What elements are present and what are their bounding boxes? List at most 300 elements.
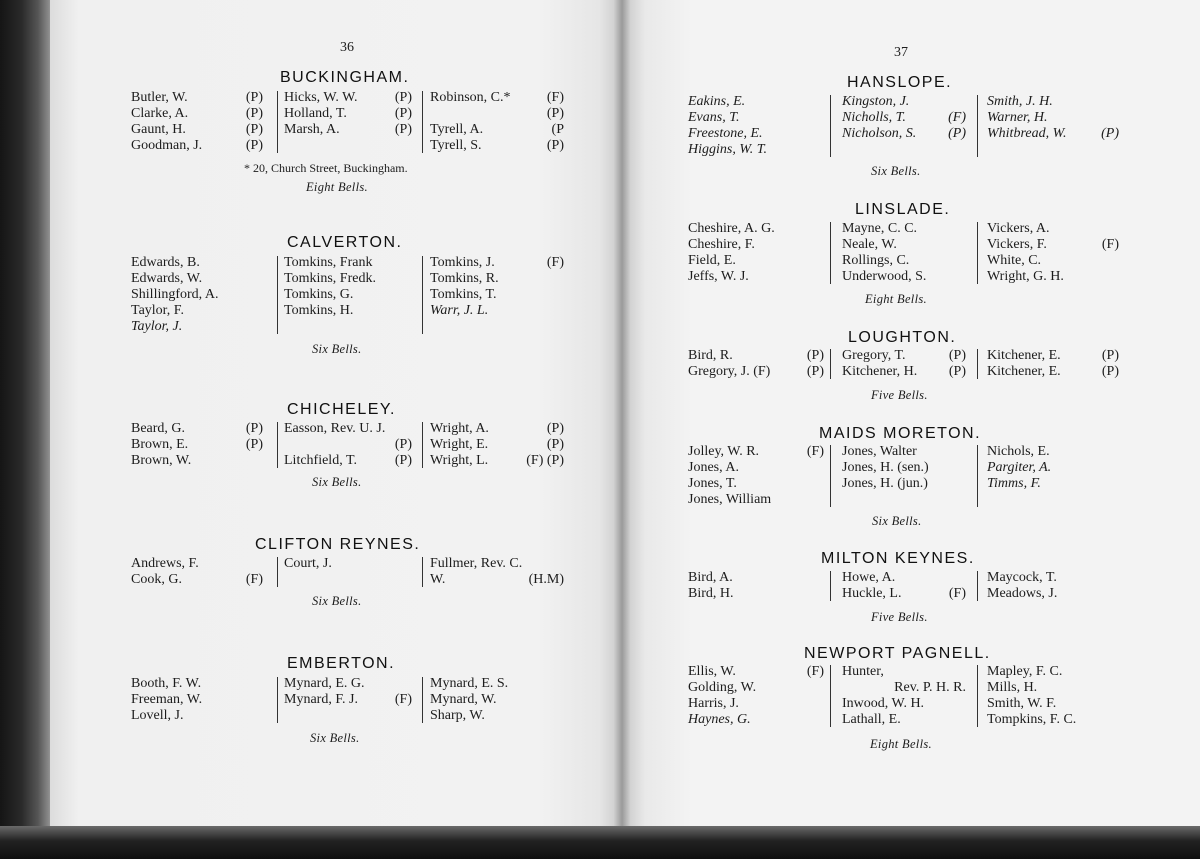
ringer-entry <box>987 476 1119 492</box>
ringer-entry <box>430 90 564 106</box>
ringer-entry <box>430 255 564 271</box>
name-column <box>688 570 824 602</box>
name-column <box>131 255 263 335</box>
ringer-entry <box>131 271 263 287</box>
ringer-entry <box>430 106 564 122</box>
footnote: * 20, Church Street, Buckingham. <box>244 161 408 175</box>
name-column <box>842 444 966 492</box>
column-divider <box>977 571 978 601</box>
bells-count: Six Bells. <box>312 342 362 356</box>
ringer-mark: (P) <box>394 106 412 121</box>
ringer-name: Jones, A. <box>688 460 739 475</box>
ringer-entry <box>131 255 263 271</box>
ringer-mark: (F) <box>1101 237 1119 252</box>
ringer-mark: (P) <box>546 421 564 436</box>
ringer-entry <box>131 676 263 692</box>
ringer-entry <box>688 237 824 253</box>
name-column <box>987 444 1119 492</box>
page-number-left: 36 <box>340 40 354 55</box>
ringer-name: Tomkins, Frank <box>284 255 373 270</box>
ringer-name: Smith, W. F. <box>987 696 1057 711</box>
book-gutter <box>614 0 630 830</box>
name-column <box>284 556 412 572</box>
ringer-mark: (F) <box>806 664 824 679</box>
ringer-name: Tomkins, R. <box>430 271 499 286</box>
ringer-entry <box>430 676 564 692</box>
ringer-name: Sharp, W. <box>430 708 485 723</box>
ringer-name: Bird, R. <box>688 348 733 363</box>
ringer-mark: (P) <box>948 364 966 379</box>
ringer-name: Marsh, A. <box>284 122 340 137</box>
ringer-entry <box>284 453 412 469</box>
ringer-name: Shillingford, A. <box>131 287 219 302</box>
ringer-entry <box>987 126 1119 142</box>
column-divider <box>977 665 978 727</box>
ringer-mark: (P) <box>1101 364 1119 379</box>
ringer-mark: (F) <box>394 692 412 707</box>
bells-count: Eight Bells. <box>870 737 932 751</box>
name-column <box>430 255 564 319</box>
ringer-entry <box>131 122 263 138</box>
ringer-name: Underwood, S. <box>842 269 927 284</box>
ringer-name: Golding, W. <box>688 680 757 695</box>
ringer-entry <box>688 492 824 508</box>
column-divider <box>422 91 423 153</box>
ringer-name: Gregory, T. <box>842 348 906 363</box>
ringer-entry <box>284 138 412 154</box>
ringer-entry <box>842 126 966 142</box>
ringer-entry <box>688 680 824 696</box>
ringer-entry <box>987 680 1119 696</box>
ringer-mark: (P) <box>245 90 263 105</box>
ringer-mark: (P) <box>546 106 564 121</box>
ringer-entry <box>987 712 1119 728</box>
ringer-name: Gregory, J. (F) <box>688 364 771 379</box>
column-divider <box>977 222 978 284</box>
ringer-name: Tomkins, G. <box>284 287 354 302</box>
ringer-mark: (F) <box>948 110 966 125</box>
ringer-entry <box>842 94 966 110</box>
column-divider <box>277 422 278 468</box>
ringer-mark: (P) <box>245 138 263 153</box>
bells-count: Six Bells. <box>872 514 922 528</box>
ringer-entry <box>842 586 966 602</box>
page-number-right: 37 <box>894 45 908 60</box>
ringer-name: Whitbread, W. <box>987 126 1067 141</box>
ringer-entry <box>131 303 263 319</box>
ringer-entry <box>987 586 1119 602</box>
ringer-entry <box>430 556 564 572</box>
ringer-name: Jones, Walter <box>842 444 917 459</box>
ringer-entry <box>842 348 966 364</box>
column-divider <box>830 222 831 284</box>
ringer-name: Mayne, C. C. <box>842 221 918 236</box>
section-title-newport-pagnell: NEWPORT PAGNELL. <box>804 645 991 662</box>
ringer-entry <box>688 221 824 237</box>
ringer-name: Tomkins, Fredk. <box>284 271 376 286</box>
ringer-entry <box>688 364 824 380</box>
ringer-name: Taylor, F. <box>131 303 184 318</box>
column-divider <box>830 95 831 157</box>
ringer-mark: (P) <box>806 364 824 379</box>
ringer-name: Tomkins, H. <box>284 303 354 318</box>
ringer-name: Mynard, E. G. <box>284 676 365 691</box>
ringer-entry <box>131 556 263 572</box>
section-title-linslade: LINSLADE. <box>855 201 951 218</box>
ringer-name: Tomkins, J. <box>430 255 495 270</box>
ringer-entry <box>131 106 263 122</box>
ringer-entry <box>284 287 412 303</box>
ringer-mark: (P) <box>948 126 966 141</box>
ringer-name: Meadows, J. <box>987 586 1058 601</box>
ringer-name: Harris, J. <box>688 696 739 711</box>
section-title-calverton: CALVERTON. <box>287 234 403 251</box>
ringer-name: Kitchener, H. <box>842 364 918 379</box>
bells-count: Six Bells. <box>871 164 921 178</box>
ringer-name: Tyrell, S. <box>430 138 482 153</box>
ringer-name: Wright, E. <box>430 437 489 452</box>
ringer-entry <box>284 692 412 708</box>
ringer-name: Goodman, J. <box>131 138 203 153</box>
ringer-entry <box>842 712 966 728</box>
ringer-name: Wright, A. <box>430 421 489 436</box>
column-divider <box>422 256 423 334</box>
ringer-entry <box>987 110 1119 126</box>
name-column <box>284 255 412 319</box>
ringer-entry <box>987 664 1119 680</box>
column-divider <box>830 665 831 727</box>
bells-count: Five Bells. <box>871 388 928 402</box>
ringer-name: Smith, J. H. <box>987 94 1053 109</box>
ringer-entry <box>688 570 824 586</box>
bells-count: Six Bells. <box>312 475 362 489</box>
ringer-name: White, C. <box>987 253 1042 268</box>
ringer-entry <box>688 142 824 158</box>
section-title-milton-keynes: MILTON KEYNES. <box>821 550 975 567</box>
ringer-entry <box>131 319 263 335</box>
ringer-name: Lathall, E. <box>842 712 901 727</box>
ringer-name: Mynard, E. S. <box>430 676 509 691</box>
ringer-name: Lovell, J. <box>131 708 184 723</box>
column-divider <box>977 95 978 157</box>
ringer-entry <box>842 364 966 380</box>
ringer-name: Kitchener, E. <box>987 364 1061 379</box>
ringer-name: Tyrell, A. <box>430 122 484 137</box>
ringer-name: Bird, A. <box>688 570 733 585</box>
ringer-mark: (F) <box>546 90 564 105</box>
ringer-entry <box>688 253 824 269</box>
ringer-name: Evans, T. <box>688 110 740 125</box>
ringer-name: W. <box>430 572 446 587</box>
section-title-chicheley: CHICHELEY. <box>287 401 396 418</box>
name-column <box>688 94 824 158</box>
ringer-name: Cheshire, F. <box>688 237 755 252</box>
ringer-entry <box>842 110 966 126</box>
ringer-entry <box>284 556 412 572</box>
ringer-entry <box>430 421 564 437</box>
ringer-mark: (P) <box>394 122 412 137</box>
ringer-entry <box>430 271 564 287</box>
name-column <box>284 676 412 708</box>
ringer-name: Booth, F. W. <box>131 676 202 691</box>
column-divider <box>830 349 831 379</box>
ringer-name: Vickers, F. <box>987 237 1047 252</box>
ringer-entry <box>842 570 966 586</box>
name-column <box>987 664 1119 728</box>
ringer-name: Andrews, F. <box>131 556 199 571</box>
ringer-entry <box>688 664 824 680</box>
ringer-name: Taylor, J. <box>131 319 183 334</box>
ringer-entry <box>284 437 412 453</box>
name-column <box>987 348 1119 380</box>
ringer-mark: (P) <box>394 453 412 468</box>
name-column <box>688 444 824 508</box>
column-divider <box>277 677 278 723</box>
ringer-name: Inwood, W. H. <box>842 696 925 711</box>
column-divider <box>977 349 978 379</box>
name-column <box>430 676 564 724</box>
ringer-name: Jeffs, W. J. <box>688 269 749 284</box>
ringer-name: Mynard, F. J. <box>284 692 358 707</box>
column-divider <box>830 571 831 601</box>
ringer-entry <box>987 253 1119 269</box>
ringer-name: Wright, G. H. <box>987 269 1064 284</box>
bells-count: Eight Bells. <box>865 292 927 306</box>
ringer-entry <box>842 460 966 476</box>
book-edge-left <box>0 0 54 859</box>
ringer-entry <box>688 110 824 126</box>
book-edge-bottom <box>0 826 1200 859</box>
ringer-name: Haynes, G. <box>688 712 751 727</box>
ringer-mark: (F) <box>245 572 263 587</box>
bells-count: Six Bells. <box>312 594 362 608</box>
column-divider <box>277 256 278 334</box>
ringer-name: Mynard, W. <box>430 692 497 707</box>
ringer-entry <box>131 437 263 453</box>
ringer-name: Warr, J. L. <box>430 303 489 318</box>
ringer-entry <box>842 476 966 492</box>
name-column <box>987 221 1119 285</box>
ringer-mark: (F) (P) <box>526 453 564 468</box>
ringer-entry <box>842 444 966 460</box>
ringer-name: Court, J. <box>284 556 332 571</box>
ringer-entry <box>688 94 824 110</box>
section-title-maids-moreton: MAIDS MORETON. <box>819 425 982 442</box>
ringer-entry <box>284 271 412 287</box>
ringer-name: Freeman, W. <box>131 692 203 707</box>
ringer-name: Warner, H. <box>987 110 1048 125</box>
name-column <box>131 90 263 154</box>
name-column <box>842 570 966 602</box>
ringer-entry <box>430 572 564 588</box>
section-title-hanslope: HANSLOPE. <box>847 74 953 91</box>
section-title-loughton: LOUGHTON. <box>848 329 957 346</box>
ringer-name: Jones, H. (jun.) <box>842 476 928 491</box>
ringer-entry <box>131 692 263 708</box>
ringer-entry <box>131 572 263 588</box>
ringer-entry <box>430 287 564 303</box>
ringer-name: Freestone, E. <box>688 126 763 141</box>
column-divider <box>830 445 831 507</box>
ringer-name: Hunter, <box>842 664 884 679</box>
ringer-mark: Rev. P. H. R. <box>894 680 966 695</box>
ringer-entry <box>987 364 1119 380</box>
ringer-name: Tompkins, F. C. <box>987 712 1077 727</box>
ringer-mark: (P) <box>245 437 263 452</box>
ringer-name: Brown, W. <box>131 453 192 468</box>
ringer-name: Pargiter, A. <box>987 460 1052 475</box>
ringer-name: Gaunt, H. <box>131 122 186 137</box>
ringer-name: Vickers, A. <box>987 221 1050 236</box>
ringer-entry <box>284 122 412 138</box>
column-divider <box>422 677 423 723</box>
ringer-entry <box>131 453 263 469</box>
ringer-entry <box>842 680 966 696</box>
ringer-mark: (P) <box>245 421 263 436</box>
ringer-entry <box>284 106 412 122</box>
ringer-entry <box>688 126 824 142</box>
ringer-name: Nicholson, S. <box>842 126 917 141</box>
ringer-name: Mapley, F. C. <box>987 664 1063 679</box>
ringer-entry <box>987 94 1119 110</box>
ringer-name: Eakins, E. <box>688 94 746 109</box>
ringer-entry <box>987 444 1119 460</box>
ringer-entry <box>131 708 263 724</box>
ringer-entry <box>987 570 1119 586</box>
ringer-mark: (P) <box>1101 126 1119 141</box>
ringer-mark: (P) <box>948 348 966 363</box>
ringer-name: Maycock, T. <box>987 570 1057 585</box>
ringer-entry <box>430 437 564 453</box>
ringer-entry <box>430 453 564 469</box>
ringer-name: Ellis, W. <box>688 664 736 679</box>
ringer-mark: (F) <box>806 444 824 459</box>
ringer-entry <box>688 348 824 364</box>
ringer-entry <box>284 676 412 692</box>
ringer-entry <box>987 348 1119 364</box>
ringer-entry <box>131 421 263 437</box>
ringer-entry <box>842 253 966 269</box>
name-column <box>430 421 564 469</box>
section-title-clifton-reynes: CLIFTON REYNES. <box>255 536 421 553</box>
bells-count: Eight Bells. <box>306 180 368 194</box>
name-column <box>688 221 824 285</box>
ringer-entry <box>688 269 824 285</box>
ringer-entry <box>284 421 412 437</box>
ringer-name: Litchfield, T. <box>284 453 357 468</box>
ringer-name: Jolley, W. R. <box>688 444 760 459</box>
ringer-entry <box>688 460 824 476</box>
ringer-mark: (P) <box>546 138 564 153</box>
ringer-entry <box>430 138 564 154</box>
name-column <box>842 94 966 142</box>
ringer-name: Kingston, J. <box>842 94 910 109</box>
ringer-entry <box>430 692 564 708</box>
ringer-entry <box>987 237 1119 253</box>
column-divider <box>422 557 423 587</box>
name-column <box>688 348 824 380</box>
name-column <box>842 664 966 728</box>
ringer-entry <box>842 269 966 285</box>
ringer-entry <box>131 287 263 303</box>
ringer-entry <box>131 90 263 106</box>
ringer-entry <box>688 712 824 728</box>
ringer-entry <box>688 696 824 712</box>
ringer-entry <box>430 708 564 724</box>
ringer-mark: (P) <box>394 90 412 105</box>
ringer-name: Tomkins, T. <box>430 287 497 302</box>
ringer-entry <box>842 664 966 680</box>
ringer-name: Robinson, C.* <box>430 90 511 105</box>
ringer-mark: (F) <box>546 255 564 270</box>
ringer-entry <box>131 138 263 154</box>
ringer-name: Kitchener, E. <box>987 348 1061 363</box>
name-column <box>688 664 824 728</box>
ringer-name: Field, E. <box>688 253 736 268</box>
ringer-name: Wright, L. <box>430 453 489 468</box>
column-divider <box>277 91 278 153</box>
ringer-mark: (P) <box>245 106 263 121</box>
column-divider <box>277 557 278 587</box>
ringer-name: Nicholls, T. <box>842 110 906 125</box>
ringer-name: Bird, H. <box>688 586 734 601</box>
ringer-name: Edwards, B. <box>131 255 200 270</box>
name-column <box>284 421 412 469</box>
name-column <box>987 94 1119 142</box>
ringer-mark: (F) <box>948 586 966 601</box>
section-title-emberton: EMBERTON. <box>287 655 396 672</box>
name-column <box>131 421 263 469</box>
ringer-name: Jones, T. <box>688 476 737 491</box>
ringer-name: Clarke, A. <box>131 106 189 121</box>
bells-count: Five Bells. <box>871 610 928 624</box>
ringer-name: Cheshire, A. G. <box>688 221 775 236</box>
ringer-name: Holland, T. <box>284 106 347 121</box>
section-title-buckingham: BUCKINGHAM. <box>280 69 410 86</box>
ringer-name: Mills, H. <box>987 680 1038 695</box>
ringer-entry <box>284 255 412 271</box>
ringer-entry <box>688 476 824 492</box>
ringer-name: Howe, A. <box>842 570 896 585</box>
ringer-name: Hicks, W. W. <box>284 90 358 105</box>
name-column <box>284 90 412 154</box>
ringer-mark: (P) <box>245 122 263 137</box>
name-column <box>131 556 263 588</box>
ringer-name: Timms, F. <box>987 476 1041 491</box>
ringer-name: Easson, Rev. U. J. <box>284 421 386 436</box>
ringer-mark: (P) <box>1101 348 1119 363</box>
ringer-mark: (P <box>551 122 564 137</box>
bells-count: Six Bells. <box>310 731 360 745</box>
name-column <box>987 570 1119 602</box>
name-column <box>131 676 263 724</box>
name-column <box>430 556 564 588</box>
name-column <box>842 221 966 285</box>
ringer-entry <box>430 303 564 319</box>
ringer-name: Higgins, W. T. <box>688 142 767 157</box>
ringer-entry <box>842 696 966 712</box>
ringer-entry <box>842 237 966 253</box>
ringer-name: Rollings, C. <box>842 253 910 268</box>
ringer-entry <box>987 460 1119 476</box>
ringer-name: Nichols, E. <box>987 444 1050 459</box>
ringer-entry <box>430 122 564 138</box>
ringer-name: Jones, H. (sen.) <box>842 460 929 475</box>
ringer-name: Fullmer, Rev. C. <box>430 556 523 571</box>
ringer-mark: (P) <box>806 348 824 363</box>
ringer-entry <box>842 221 966 237</box>
ringer-entry <box>987 696 1119 712</box>
